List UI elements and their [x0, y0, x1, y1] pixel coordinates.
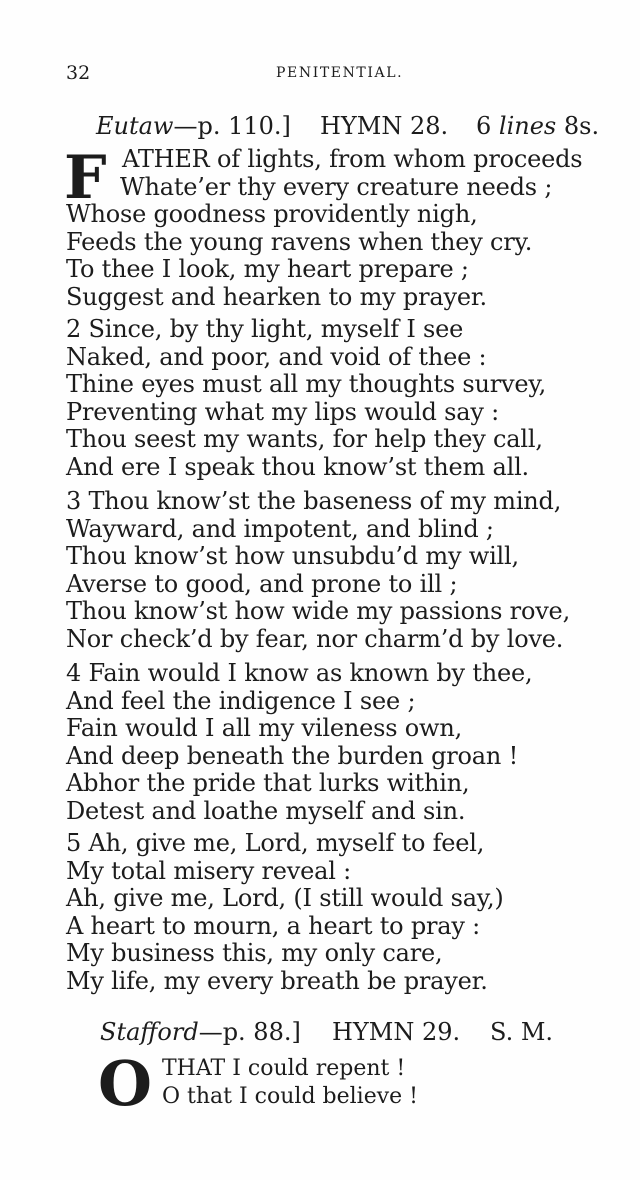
hymn28-meter-suffix: 8s.	[563, 112, 600, 140]
verse-line: My business this, my only care,	[66, 939, 443, 968]
verse-line: Preventing what my lips would say :	[66, 397, 500, 426]
hymn28-meter	[476, 112, 599, 140]
hymn28-stanza-3	[66, 488, 596, 654]
verse-line: 5 Ah, give me, Lord, myself to feel,	[66, 829, 485, 857]
page-number: 32	[66, 62, 91, 84]
hymn28-drop-cap: F	[64, 143, 107, 213]
verse-line: Thine eyes must all my thoughts survey,	[66, 370, 547, 399]
hymn28-number: HYMN 28.	[320, 112, 449, 140]
hymn29-tune: Stafford	[100, 1018, 199, 1046]
verse-line: A heart to mourn, a heart to pray :	[66, 911, 481, 940]
running-head	[66, 62, 586, 86]
verse-line: Suggest and hearken to my prayer.	[66, 282, 487, 311]
verse-line: Naked, and poor, and void of thee :	[66, 342, 487, 371]
verse-line: Thou know’st how unsubdu’d my will,	[66, 542, 519, 571]
hymn29-line-1: THAT I could repent !	[162, 1056, 406, 1081]
hymn28-tune-ref: —p. 110.]	[173, 112, 291, 140]
verse-line: Nor check’d by fear, nor charm’d by love.	[66, 624, 564, 653]
verse-line: My life, my every breath be prayer.	[66, 966, 488, 995]
hymn28-meter-count: 6	[476, 112, 492, 140]
hymn29-header	[100, 1018, 570, 1048]
hymn28-stanza-1	[66, 174, 596, 312]
verse-line: Whate’er thy every creature needs ;	[120, 172, 553, 201]
verse-line: Feeds the young ravens when they cry.	[66, 227, 533, 256]
verse-line: 3 Thou know’st the baseness of my mind,	[66, 487, 562, 515]
hymn29-drop-cap: O	[98, 1047, 153, 1120]
verse-line: Averse to good, and prone to ill ;	[66, 569, 458, 598]
verse-line: Thou know’st how wide my passions rove,	[66, 597, 570, 626]
verse-line: Thou seest my wants, for help they call,	[66, 425, 543, 454]
hymn28-stanza-2	[66, 316, 596, 482]
hymn29-meter: S. M.	[490, 1018, 554, 1046]
verse-line: And feel the indigence I see ;	[66, 686, 416, 715]
verse-line: Whose goodness providently nigh,	[66, 200, 478, 229]
hymn28-stanza-5	[66, 830, 596, 996]
hymn28-meter-word: lines	[498, 112, 557, 140]
verse-line: Fain would I all my vileness own,	[66, 714, 463, 743]
verse-line: Wayward, and impotent, and blind ;	[66, 514, 494, 543]
hymn28-stanza1-line1: ATHER of lights, from whom proceeds	[122, 145, 583, 173]
verse-line: 2 Since, by thy light, myself I see	[66, 315, 464, 343]
verse-line: 4 Fain would I know as known by thee,	[66, 659, 533, 687]
verse-line: Ah, give me, Lord, (I still would say,)	[66, 884, 504, 913]
verse-line: Detest and loathe myself and sin.	[66, 796, 466, 825]
verse-line: And deep beneath the burden groan !	[66, 741, 519, 770]
hymn28-tune: Eutaw	[96, 112, 174, 140]
hymn29-number: HYMN 29.	[332, 1018, 461, 1046]
hymn29-tune-ref: —p. 88.]	[198, 1018, 301, 1046]
verse-line: Abhor the pride that lurks within,	[66, 769, 470, 798]
hymn28-stanza-4	[66, 660, 596, 826]
hymn28-header	[96, 112, 600, 142]
verse-line: To thee I look, my heart prepare ;	[66, 255, 469, 284]
section-title: PENITENTIAL.	[276, 65, 404, 81]
hymn29-line-2: O that I could believe !	[162, 1084, 418, 1109]
verse-line: And ere I speak thou know’st them all.	[66, 452, 529, 481]
verse-line: My total misery reveal :	[66, 856, 352, 885]
